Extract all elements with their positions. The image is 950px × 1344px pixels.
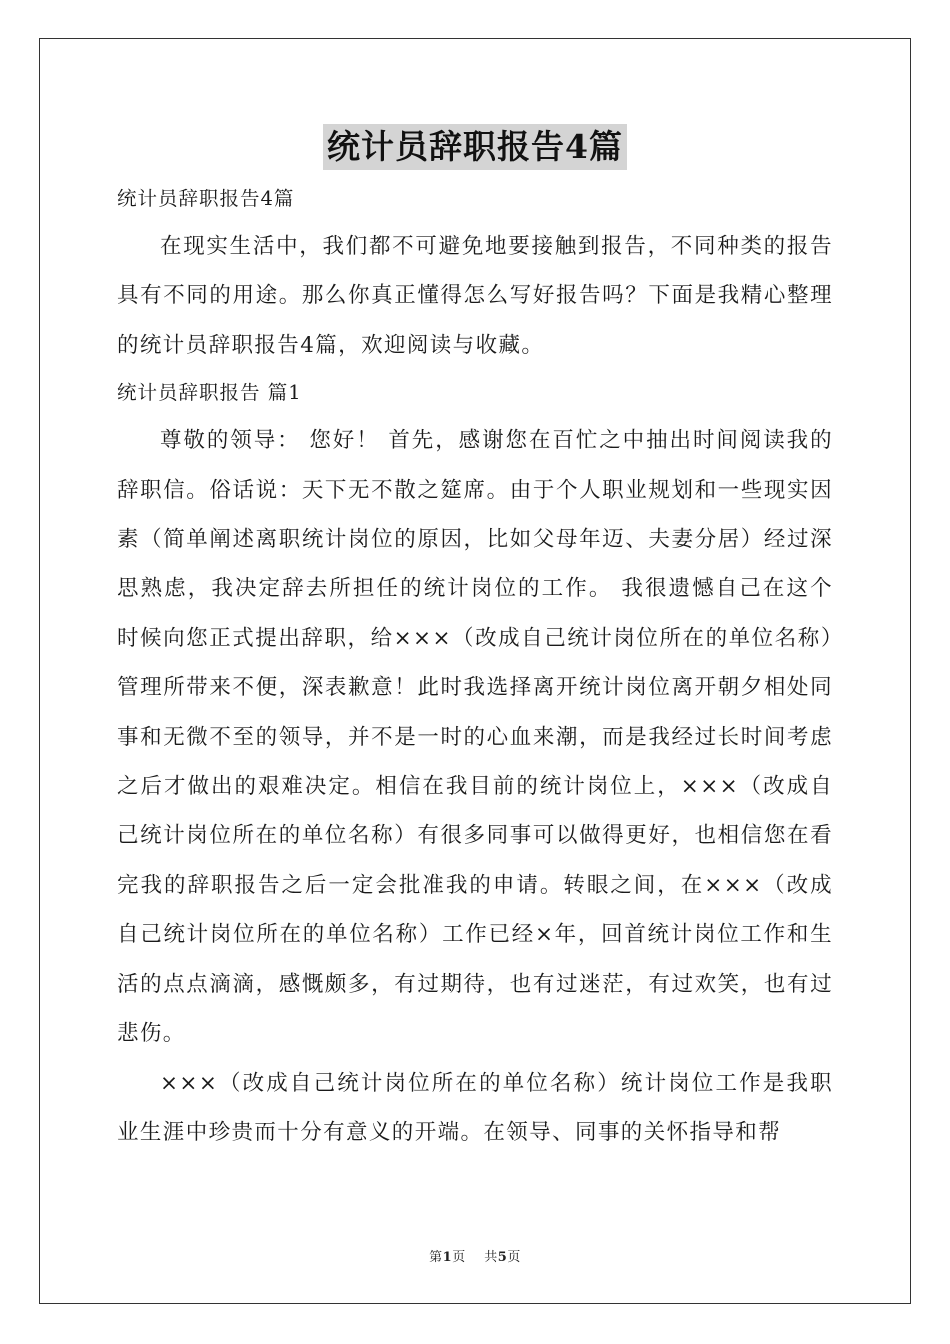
- total-suffix: 页: [507, 1250, 521, 1265]
- section-heading: 统计员辞职报告 篇1: [117, 381, 302, 405]
- page-prefix: 第: [429, 1250, 443, 1265]
- total-pages: 5: [497, 1250, 508, 1265]
- page-suffix: 页: [452, 1250, 466, 1265]
- page-footer: [0, 1246, 950, 1265]
- body-paragraph-2: ×××（改成自己统计岗位所在的单位名称）统计岗位工作是我职业生涯中珍贵而十分有意义的开端。在领导、同事的关怀指导和帮: [117, 1070, 833, 1145]
- total-prefix: 共: [484, 1250, 498, 1265]
- document-subtitle: 统计员辞职报告4篇: [117, 187, 295, 210]
- body-paragraph-1: 尊敬的领导： 您好！ 首先，感谢您在百忙之中抽出时间阅读我的辞职信。俗话说：天下无不散之筵席。由于个人职业规划和一些现实因素（简单阐述离职统计岗位的原因，比如父母年迈、夫妻分居）经过深思熟虑，我决定辞去所担任的统计岗位的工作。 我很遗憾自己在这个时候向您正式提出辞职，给×××（改成自己统计岗位所在的单位名称）管理所带来不便，深表歉意！此时我选择离开统计岗位离开朝夕相处同事和无微不至的领导，并不是一时的心血来潮，而是我经过长时间考虑之后才做出的艰难决定。相信在我目前的统计岗位上，×××（改成自己统计岗位所在的单位名称）有很多同事可以做得更好，也相信您在看完我的辞职报告之后一定会批准我的申请。转眼之间，在×××（改成自己统计岗位所在的单位名称）工作已经×年，回首统计岗位工作和生活的点点滴滴，感慨颇多，有过期待，也有过迷茫，有过欢笑，也有过悲伤。: [117, 428, 833, 1047]
- intro-paragraph: 在现实生活中，我们都不可避免地要接触到报告，不同种类的报告具有不同的用途。那么你真正懂得怎么写好报告吗？下面是我精心整理的统计员辞职报告4篇，欢迎阅读与收藏。: [117, 234, 833, 358]
- page-number: 1: [442, 1250, 453, 1265]
- document-title: 统计员辞职报告4篇: [323, 124, 627, 170]
- title-container: [0, 124, 950, 170]
- document-body: [117, 176, 833, 1157]
